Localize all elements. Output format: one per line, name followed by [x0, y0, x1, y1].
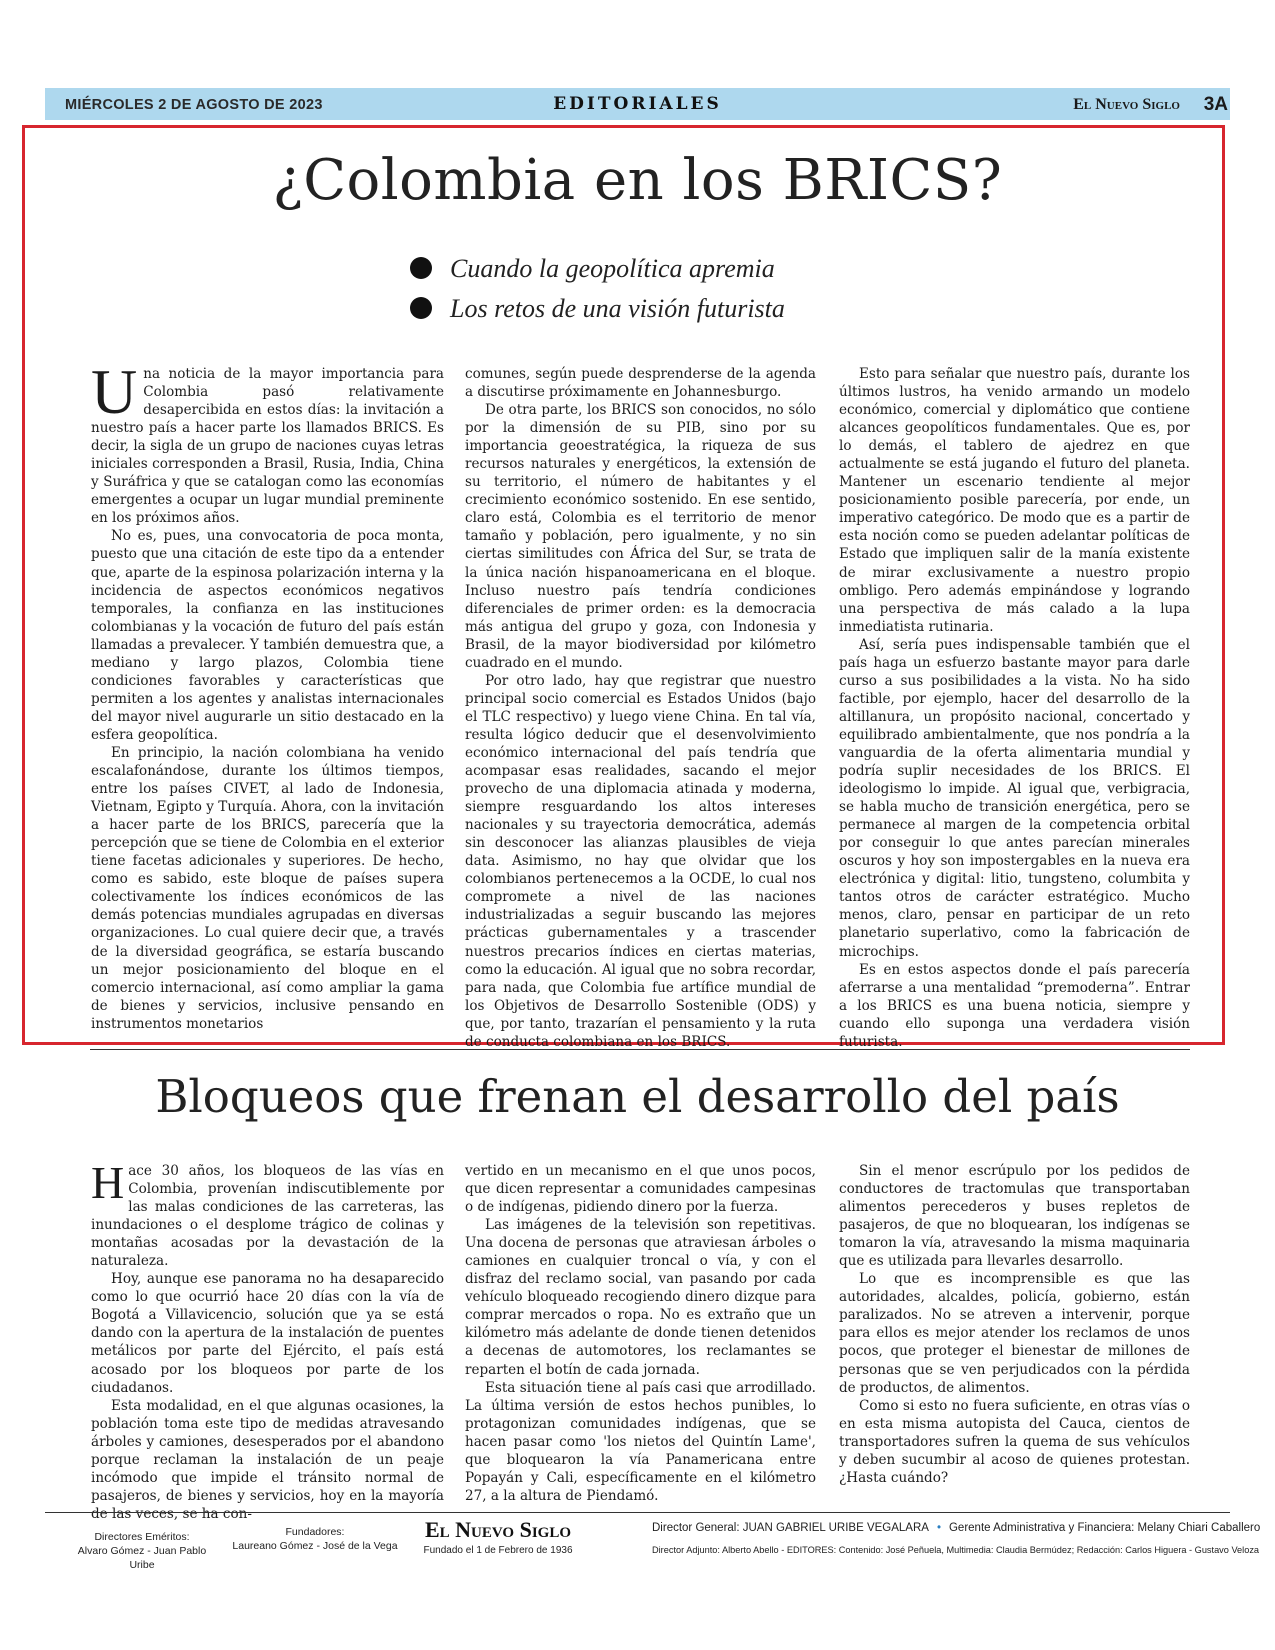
- paragraph: De otra parte, los BRICS son conocidos, no sólo por la dimensión de su PIB, sino por su importancia geoestratégica, la riqueza de sus recursos naturales y energéticos, la extensión de su territorio, el número de habitantes y el crecimiento económico sostenido. En ese sentido, claro está, Colombia es el territorio de menor tamaño y población, pero igualmente, y no sin ciertas similitudes con África del Sur, se trata de la única nación hispanoamericana en el bloque. Incluso nuestro país tendría condiciones diferenciales de primer orden: es la democracia más antigua del grupo y goza, con Indonesia y Brasil, de la mayor biodiversidad por kilómetro cuadrado en el mundo.: [465, 402, 816, 671]
- editorial-2-title: Bloqueos que frenan el desarrollo del país: [155, 1070, 1120, 1123]
- paragraph: En principio, la nación colombiana ha venido escalafonándose, durante los últimos tiempos, entre los países CIVET, al lado de Indonesia, Vietnam, Egipto y Turquía. Ahora, con la invitación a hacer parte de los BRICS, parecería que la percepción que se tiene de Colombia en el exterior tiene facetas adicionales y superiores. De hecho, como es sabido, este bloque de países supera colectivamente los índices económicos de las demás potencias mundiales agrupadas en diversas organizaciones. Lo cual quiere decir que, a través de la diversidad geográfica, se estaría buscando un mejor posicionamiento del bloque en el comercio internacional, así como ampliar la gama de bienes y servicios, inclusive pensando en instrumentos monetarios: [91, 744, 444, 1032]
- drop-cap: H: [91, 1157, 125, 1208]
- paragraph: Así, sería pues indispensable también que el país haga un esfuerzo bastante mayor para darle curso a sus posibilidades a la vista. No ha sido factible, por ejemplo, hacer del desarrollo de la altillanura, un propósito nacional, concertado y equilibrado ambientalmente, que nos pondría a la vanguardia de la oferta alimentaria mundial y podría suplir necesidades de los BRICS. El ideologismo lo impide. Al igual que, verbigracia, se habla mucho de transición energética, pero se permanece al margen de la competencia orbital por conseguir lo que antes parecían minerales oscuros y hoy son impostergables en la nueva era electrónica y digital: litio, tungsteno, columbita y tantos otros de carácter estratégico. Mucho menos, claro, pensar en participar de un reto planetario superlativo, como la fabricación de microchips.: [839, 636, 1190, 960]
- page-number: 3A: [1203, 94, 1228, 115]
- bullet-icon: •: [936, 1522, 941, 1534]
- editorial-1-title: ¿Colombia en los BRICS?: [272, 148, 1003, 213]
- paragraph: Esta situación tiene al país casi que arrodillado. La última versión de estos hechos punibles, lo protagonizan comunidades indígenas, que se hacen pasar como 'los nietos del Quintín Lame', que bloquearon la vía Panamericana entre Popayán y Cali, específicamente en el kilómetro 27, a la altura de Piendamó.: [465, 1379, 816, 1504]
- footer-rule: [45, 1512, 1230, 1513]
- bullet-icon: [410, 257, 432, 279]
- paragraph: comunes, según puede desprenderse de la agenda a discutirse próximamente en Johannesburgo.: [465, 366, 816, 401]
- paragraph: Esta modalidad, en el que algunas ocasiones, la población toma este tipo de medidas atravesando árboles y camiones, desesperados por el abandono porque reclaman la instalación de un peaje incómodo que impide el tránsito normal de pasajeros, de bienes y servicios, hoy en la mayoría de las veces, se ha con-: [91, 1397, 444, 1522]
- editorial-1-subtitle-1: Cuando la geopolítica apremia: [410, 254, 775, 284]
- publication-date: MIÉRCOLES 2 DE AGOSTO DE 2023: [65, 97, 323, 113]
- founders: Fundadores: Laureano Gómez - José de la Vega: [232, 1526, 398, 1552]
- section-divider: [90, 1049, 1190, 1050]
- editorial-1-column-1: Una noticia de la mayor importancia para Colombia pasó relativamente desapercibida en estos días: la invitación a nuestro país a hacer parte los llamados BRICS. Es decir, la sigla de un grupo de naciones cuyas letras iniciales corresponden a Brasil, Rusia, India, China y Suráfrica y que se catalogan como las economías emergentes a ocupar un lugar mundial preminente en los próximos años. No es, pues, una convocatoria de poca monta, puesto que una citación de este tipo da a entender que, aparte de la espinosa polarización interna y la incidencia de aspectos económicos negativos temporales, la confianza en las instituciones colombianas y la vocación de futuro del país están llamadas a prevalecer. Y también demuestra que, a mediano y largo plazos, Colombia tiene condiciones favorables y características que permiten a los agentes y analistas internacionales del mayor nivel augurarle un sitio destacado en la esfera geopolítica. En principio, la nación colombiana ha venido escalafonándose, durante los últimos tiempos, entre los países CIVET, al lado de Indonesia, Vietnam, Egipto y Turquía. Ahora, con la invitación a hacer parte de los BRICS, parecería que la percepción que se tiene de Colombia en el exterior tiene facetas adicionales y superiores. De hecho, como es sabido, este bloque de países supera colectivamente los índices económicos de las demás potencias mundiales agrupadas en diversas organizaciones. Lo cual quiere decir que, a través de la diversidad geográfica, se estaría buscando un mejor posicionamiento del bloque en el comercio internacional, así como ampliar la gama de bienes y servicios, inclusive pensando en instrumentos monetarios: [91, 356, 444, 1032]
- editorial-1-subtitle-2: Los retos de una visión futurista: [410, 294, 785, 324]
- paragraph: No es, pues, una convocatoria de poca monta, puesto que una citación de este tipo da a entender que, aparte de la espinosa polarización interna y la incidencia de aspectos económicos negativos temporales, la confianza en las instituciones colombianas y la vocación de futuro del país están llamadas a prevalecer. Y también demuestra que, a mediano y largo plazos, Colombia tiene condiciones favorables y características que permiten a los agentes y analistas internacionales del mayor nivel augurarle un sitio destacado en la esfera geopolítica.: [91, 528, 444, 743]
- footer-logo: El Nuevo Siglo: [424, 1517, 572, 1542]
- paragraph: Esto para señalar que nuestro país, durante los últimos lustros, ha venido armando un modelo económico, comercial y diplomático que contiene alcances geopolíticos fundamentales. Que es, por lo demás, el tablero de ajedrez en que actualmente se está jugando el futuro del planeta. Mantener un escenario tendiente al mejor posicionamiento posible parecería, por ende, un imperativo categórico. De modo que es a partir de esta noción como se pueden adelantar políticas de Estado que impliquen salir de la manía existente de mirar exclusivamente a nuestro propio ombligo. Pero además empinándose y logrando una perspectiva de más calado a la lupa inmediatista rutinaria.: [839, 366, 1190, 635]
- drop-cap: U: [91, 356, 138, 427]
- staff-line-1: Director General: JUAN GABRIEL URIBE VEGALARA • Gerente Administrativa y Financiera: Melany Chiari Caballero: [652, 1522, 1261, 1534]
- paragraph: Como si esto no fuera suficiente, en otras vías o en esta misma autopista del Cauca, cientos de transportadores sufren la quema de sus vehículos y deben sucumbir al acoso de quienes protestan. ¿Hasta cuándo?: [839, 1397, 1190, 1486]
- paragraph: Hoy, aunque ese panorama no ha desaparecido como lo que ocurrió hace 20 días con la vía de Bogotá a Villavicencio, solución que ya se está dando con la apertura de la instalación de puentes metálicos por parte del Ejército, el país está acosado por los bloqueos por parte de los ciudadanos.: [91, 1271, 444, 1396]
- staff-line-2: Director Adjunto: Alberto Abello - EDITORES: Contenido: José Peñuela, Multimedia: Claudia Bermúdez; Redacción: Carlos Higuera - Gustavo Veloza: [652, 1545, 1260, 1555]
- paragraph: Es en estos aspectos donde el país parecería aferrarse a una mentalidad “premoderna”. Entrar a los BRICS es una buena noticia, siempre y cuando ello suponga una verdadera visión futurista.: [839, 961, 1190, 1050]
- paragraph: Lo que es incomprensible es que las autoridades, alcaldes, policía, gobierno, están paralizados. No se atreven a intervenir, porque para ellos es mejor atender los reclamos de unos pocos, que proteger el bienestar de millones de personas que se ven perjudicados con la pérdida de productos, de alimentos.: [839, 1271, 1190, 1396]
- section-title: EDITORIALES: [553, 94, 722, 114]
- paragraph: vertido en un mecanismo en el que unos pocos, que dicen representar a comunidades campesinas o de indígenas, pidiendo dinero por la fuerza.: [465, 1163, 816, 1216]
- paragraph: Sin el menor escrúpulo por los pedidos de conductores de tractomulas que transportaban alimentos perecederos y buses repletos de pasajeros, de que no bloquearan, los indígenas se tomaron la vía, atravesando la misma maquinaria que es utilizada para llevarles desarrollo.: [839, 1163, 1190, 1270]
- newspaper-name: El Nuevo Siglo: [1073, 96, 1180, 113]
- editorial-2-column-2: [465, 1162, 816, 1505]
- editorial-1-column-3: [839, 365, 1190, 1051]
- editorial-1-column-2: [465, 365, 816, 1051]
- editorial-2-column-3: [839, 1162, 1190, 1487]
- paragraph: Por otro lado, hay que registrar que nuestro principal socio comercial es Estados Unidos (bajo el TLC respectivo) y luego viene China. En tal vía, resulta lógico deducir que el desenvolvimiento económico internacional del país tendría que acompasar esas realidades, sacando el mejor provecho de una diplomacia atinada y moderna, siempre resguardando los altos intereses nacionales y su trayectoria democrática, además sin desconocer las alianzas plausibles de vieja data. Asimismo, no hay que olvidar que los colombianos pertenecemos a la OCDE, lo cual nos compromete a nivel de las naciones industrializadas a seguir buscando las mejores prácticas gubernamentales y a trascender nuestros precarios índices en ciertas materias, como la educación. Al igual que no sobra recordar, para nada, que Colombia fue artífice mundial de los Objetivos de Desarrollo Sostenible (ODS) y que, por tanto, trazarían el pensamiento y la ruta de conducta colombiana en los BRICS.: [465, 672, 816, 1050]
- founded-date: Fundado el 1 de Febrero de 1936: [423, 1545, 573, 1556]
- directors-emeritus: Directores Eméritos: Alvaro Gómez - Juan Pablo Uribe: [77, 1531, 207, 1571]
- paragraph: Las imágenes de la televisión son repetitivas. Una docena de personas que atraviesan árboles o camiones en cualquier troncal o vía, y con el disfraz del reclamo social, van pasando por cada vehículo bloqueado recogiendo dinero dizque para comprar mercados o ropa. No es extraño que un kilómetro más adelante de donde tienen detenidos a decenas de automotores, los reclamantes se reparten el botín de cada jornada.: [465, 1217, 816, 1378]
- bullet-icon: [410, 297, 432, 319]
- editorial-2-column-1: Hace 30 años, los bloqueos de las vías en Colombia, provenían indiscutiblemente por las malas condiciones de las carreteras, las inundaciones o el desplome trágico de colinas y montañas acosadas por la devastación de la naturaleza. Hoy, aunque ese panorama no ha desaparecido como lo que ocurrió hace 20 días con la vía de Bogotá a Villavicencio, solución que ya se está dando con la apertura de la instalación de puentes metálicos por parte del Ejército, el país está acosado por los bloqueos por parte de los ciudadanos. Esta modalidad, en el que algunas ocasiones, la población toma este tipo de medidas atravesando árboles y camiones, desesperados por el abandono porque reclaman la instalación de un peaje incómodo que impide el tránsito normal de pasajeros, de bienes y servicios, hoy en la mayoría de las veces, se ha con-: [91, 1157, 444, 1522]
